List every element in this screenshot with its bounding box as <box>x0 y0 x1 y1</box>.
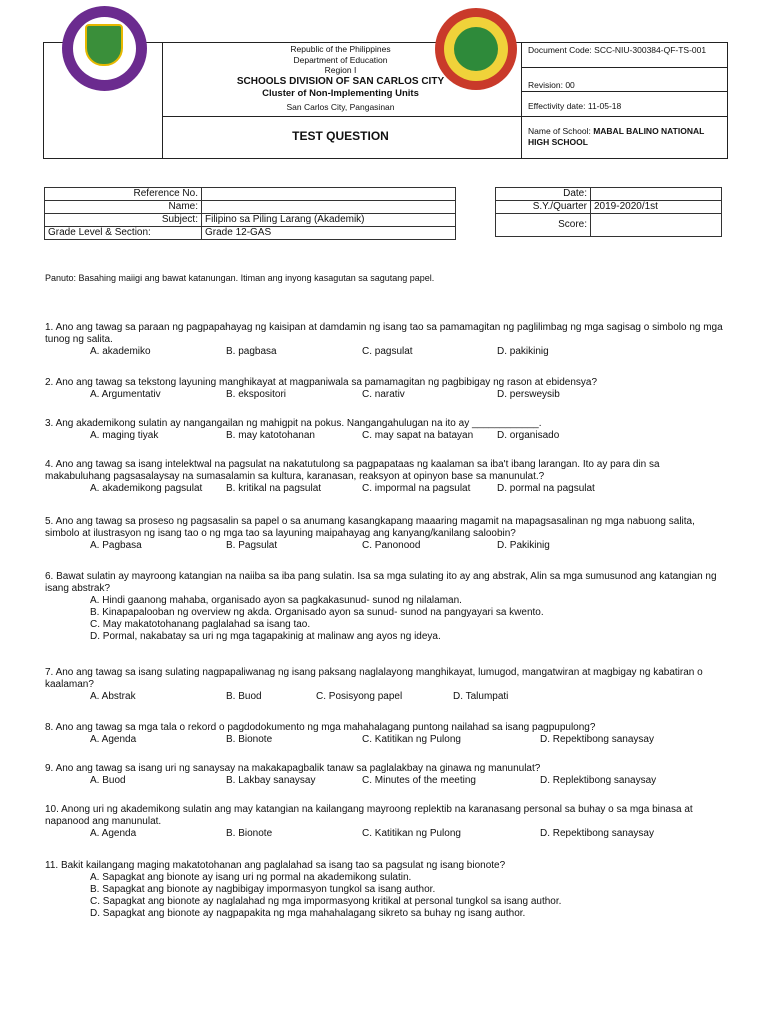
republic-line: Republic of the Philippines <box>290 44 391 54</box>
document-type-title: TEST QUESTION <box>292 129 389 143</box>
question-9-text: 9. Ano ang tawag sa isang uri ng sanaysay na makakapagbalik tanaw sa paglalakbay na ginawa ng manunulat? <box>45 763 541 774</box>
location-line: San Carlos City, Pangasinan <box>286 101 395 112</box>
question-3-option-d: D. organisado <box>497 430 560 441</box>
info-label: Date: <box>496 188 591 201</box>
question-10-option-c: C. Katitikan ng Pulong <box>362 828 461 839</box>
document-code: Document Code: SCC-NIU-300384-QF-TS-001 <box>528 45 707 55</box>
question-3-text: 3. Ang akademikong sulatin ay nangangailan ng mahigpit na pokus. Nangangahulugan na ito ay ____________. <box>45 418 542 429</box>
question-10-option-b: B. Bionote <box>226 828 273 839</box>
question-6-option-b: B. Kinapapalooban ng overview ng akda. Organisado ayon sa sunud- sunod na pangyayari sa kwento. <box>90 607 544 618</box>
subject-field[interactable]: Filipino sa Piling Larang (Akademik) <box>202 214 456 227</box>
question-8-option-c: C. Katitikan ng Pulong <box>362 734 461 745</box>
question-11-option-c: C. Sapagkat ang bionote ay naglalahad ng mga impormasyong kritikal at personal tungkol sa isang author. <box>90 896 562 907</box>
deped-line: Department of Education <box>293 54 388 65</box>
info-label: Subject: <box>45 214 202 227</box>
division-title: SCHOOLS DIVISION OF SAN CARLOS CITY <box>236 75 445 87</box>
question-3-option-c: C. may sapat na batayan <box>362 430 474 441</box>
question-7-option-a: A. Abstrak <box>90 691 136 702</box>
date-field[interactable] <box>591 188 722 201</box>
school-name-field: Name of School: MABAL BALINO NATIONAL HIGH SCHOOL <box>528 126 705 147</box>
question-5-option-c: C. Panonood <box>362 540 421 551</box>
question-10-text: 10. Anong uri ng akademikong sulatin ang may katangian na kailangang mayroong replektib na karanasang personal sa buhay o sa mga binasa at napanood ang manunulat. <box>45 804 693 827</box>
question-8-option-d: D. Repektibong sanaysay <box>540 734 654 745</box>
info-label: S.Y./Quarter <box>496 201 591 214</box>
question-9-option-a: A. Buod <box>90 775 126 786</box>
school-name: MABAL BALINO NATIONAL HIGH SCHOOL <box>528 126 705 147</box>
question-2-option-d: D. persweysib <box>497 389 560 400</box>
question-8-option-b: B. Bionote <box>226 734 273 745</box>
question-2-text: 2. Ano ang tawag sa tekstong layuning manghikayat at magpaniwala sa pamamagitan ng pagbibigay ng rason at ebidensya? <box>45 377 598 388</box>
question-11-option-a: A. Sapagkat ang bionote ay isang uri ng pormal na akademikong sulatin. <box>90 872 412 883</box>
question-2-option-c: C. narativ <box>362 389 405 400</box>
question-8-option-a: A. Agenda <box>90 734 137 745</box>
question-2-option-a: A. Argumentativ <box>90 389 161 400</box>
reference-no-field[interactable] <box>202 188 456 201</box>
date-info-table <box>495 187 722 237</box>
info-label: Grade Level & Section: <box>45 227 202 240</box>
question-7-text: 7. Ano ang tawag sa isang sulating nagpapaliwanag ng isang paksang naglalayong manghikayat, lumugod, mangatwiran at magbigay ng kabatiran o kaalaman? <box>45 667 703 690</box>
question-11-option-b: B. Sapagkat ang bionote ay nagbibigay impormasyon tungkol sa isang author. <box>90 884 436 895</box>
info-label: Score: <box>496 214 591 237</box>
question-1-option-a: A. akademiko <box>90 346 151 357</box>
question-4-option-a: A. akademikong pagsulat <box>90 483 203 494</box>
info-label: Reference No. <box>45 188 202 201</box>
effectivity-date: Effectivity date: 11-05-18 <box>528 101 622 111</box>
question-1-text: 1. Ano ang tawag sa paraan ng pagpapahayag ng kaisipan at damdamin ng isang tao sa pamamagitan ng paglilimbag ng mga sagisag o simbolo ng mga tunog ng salita. <box>45 322 723 345</box>
question-10-option-a: A. Agenda <box>90 828 137 839</box>
question-5-option-b: B. Pagsulat <box>226 540 278 551</box>
region-line: Region I <box>324 65 357 75</box>
question-11-option-d: D. Sapagkat ang bionote ay nagpapakita ng mga mahahalagang sikreto sa buhay ng isang author. <box>90 908 526 919</box>
name-field[interactable] <box>202 201 456 214</box>
question-4-option-b: B. kritikal na pagsulat <box>226 483 322 494</box>
question-6-option-c: C. May makatotohanang paglalahad sa isang tao. <box>90 619 311 630</box>
division-seal-logo <box>62 6 147 91</box>
question-2-option-b: B. ekspositori <box>226 389 287 400</box>
question-8-text: 8. Ano ang tawag sa mga tala o rekord o pagdodokumento ng mga mahahalagang puntong nailahad sa isang pagpupulong? <box>45 722 596 733</box>
question-6-option-a: A. Hindi gaanong mahaba, organisado ayon sa pagkakasunud- sunod ng nilalaman. <box>90 595 462 606</box>
question-5-option-d: D. Pakikinig <box>497 540 550 551</box>
question-3-option-b: B. may katotohanan <box>226 430 315 441</box>
question-4-option-c: C. impormal na pagsulat <box>362 483 471 494</box>
question-4-text: 4. Ano ang tawag sa isang intelektwal na pagsulat na nakatutulong sa pagpapataas ng kaalaman sa iba't ibang larangan. Ito ay para din sa makabuluhang pagsasalaysay na sumasalamin sa kultura, karanasan, reaksyon at opinyon base sa manunulat.? <box>45 459 660 482</box>
question-9-option-b: B. Lakbay sanaysay <box>226 775 316 786</box>
question-1-option-c: C. pagsulat <box>362 346 413 357</box>
question-6-text: 6. Bawat sulatin ay mayroong katangian na naiiba sa iba pang sulatin. Isa sa mga sulating ito ay ang abstrak, Alin sa mga sumusunod ang katangian ng isang abstrak? <box>45 571 717 594</box>
question-5-text: 5. Ano ang tawag sa proseso ng pagsasalin sa papel o sa anumang kasangkapang maaaring magamit na mapagsasalinan ng mga nabuong salita, simbolo at ilustrasyon ng isang tao o ng mga tao sa layuning maipahayag ang kanyang/kanilang saloobin? <box>45 516 695 539</box>
score-field[interactable] <box>591 214 722 237</box>
question-9-option-d: D. Replektibong sanaysay <box>540 775 657 786</box>
student-info-table <box>44 187 456 240</box>
question-4-option-d: D. pormal na pagsulat <box>497 483 595 494</box>
question-7-option-c: C. Posisyong papel <box>316 691 403 702</box>
directions: Panuto: Basahing maiigi ang bawat katanungan. Itiman ang inyong kasagutan sa sagutang papel. <box>45 273 435 283</box>
question-1-option-b: B. pagbasa <box>226 346 277 357</box>
info-label: Name: <box>45 201 202 214</box>
question-6-option-d: D. Pormal, nakabatay sa uri ng mga tagapakinig at malinaw ang ayos ng ideya. <box>90 631 441 642</box>
cluster-title: Cluster of Non-Implementing Units <box>262 87 419 99</box>
question-11-text: 11. Bakit kailangang maging makatotohanan ang paglalahad sa isang tao sa pagsulat ng isang bionote? <box>45 860 506 871</box>
revision: Revision: 00 <box>528 80 575 90</box>
grade-section-field[interactable]: Grade 12-GAS <box>202 227 456 240</box>
question-9-option-c: C. Minutes of the meeting <box>362 775 476 786</box>
question-7-option-b: B. Buod <box>226 691 262 702</box>
question-3-option-a: A. maging tiyak <box>90 430 159 441</box>
question-1-option-d: D. pakikinig <box>497 346 549 357</box>
sy-quarter-field[interactable]: 2019-2020/1st <box>591 201 722 214</box>
question-7-option-d: D. Talumpati <box>453 691 509 702</box>
question-10-option-d: D. Repektibong sanaysay <box>540 828 654 839</box>
header-center <box>161 44 520 114</box>
question-5-option-a: A. Pagbasa <box>90 540 142 551</box>
